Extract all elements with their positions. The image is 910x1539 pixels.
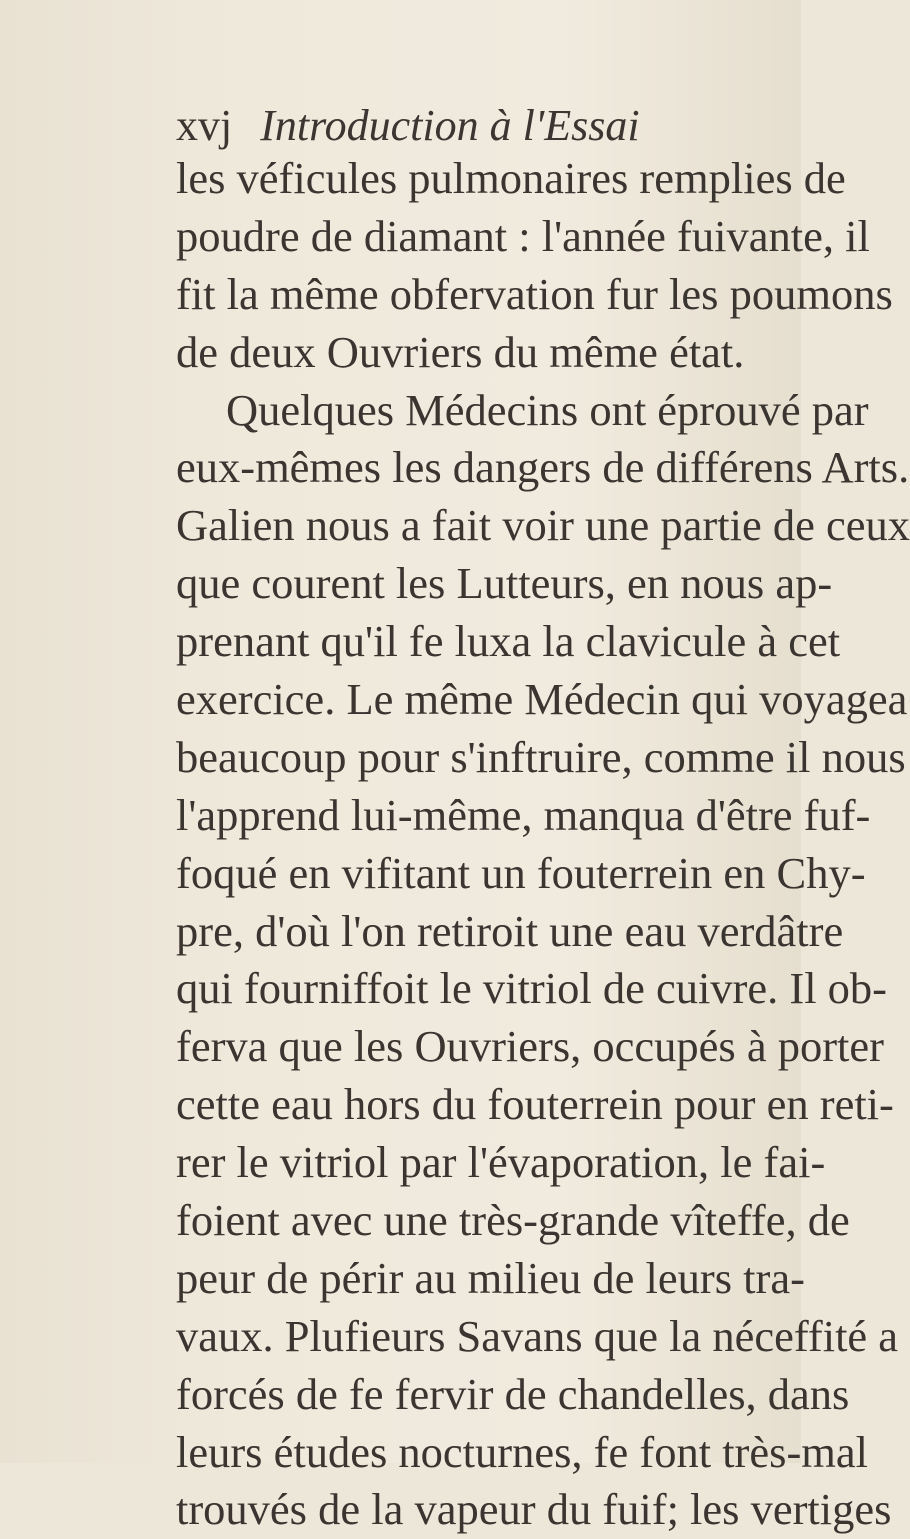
- text-line: pre, d'où l'on retiroit une eau verdâtre: [176, 905, 844, 956]
- text-line: que courent les Lutteurs, en nous ap-: [176, 558, 833, 609]
- text-line: beaucoup pour s'inftruire, comme il nous: [176, 731, 906, 782]
- text-line: forcés de fe fervir de chandelles, dans: [176, 1368, 850, 1419]
- running-title: Introduction à l'Essai: [260, 101, 640, 150]
- text-line: vaux. Plufieurs Savans que la néceffité a: [176, 1310, 899, 1361]
- text-line: peur de périr au milieu de leurs tra-: [176, 1252, 805, 1303]
- text-line: foient avec une très-grande vîteffe, de: [176, 1195, 850, 1246]
- text-line: ferva que les Ouvriers, occupés à porter: [176, 1021, 884, 1072]
- text-line: cette eau hors du fouterrein pour en reti-: [176, 1079, 894, 1130]
- text-line: Quelques Médecins ont éprouvé par: [226, 384, 869, 435]
- text-line: qui fourniffoit le vitriol de cuivre. Il ob-: [176, 963, 888, 1014]
- text-line: leurs études nocturnes, fe font très-mal: [176, 1426, 868, 1477]
- text-line: Galien nous a fait voir une partie de ceux: [176, 500, 910, 551]
- text-line: poudre de diamant : l'année fuivante, il: [176, 210, 870, 261]
- page-number: xvj: [176, 101, 233, 150]
- text-line: eux-mêmes les dangers de différens Arts.: [176, 442, 910, 493]
- text-line: trouvés de la vapeur du fuif; les vertiges: [176, 1484, 892, 1535]
- text-line: exercice. Le même Médecin qui voyagea: [176, 674, 908, 725]
- text-line: les véficules pulmonaires remplies de: [176, 153, 846, 203]
- body-text: [176, 150, 910, 1539]
- text-line: prenant qu'il fe luxa la clavicule à cet: [176, 616, 841, 667]
- text-line: foqué en vifitant un fouterrein en Chy-: [176, 847, 866, 898]
- text-line: rer le vitriol par l'évaporation, le fai-: [176, 1137, 826, 1188]
- page-header: [176, 100, 640, 151]
- text-line: fit la même obfervation fur les poumons: [176, 268, 893, 319]
- text-line: l'apprend lui-même, manqua d'être fuf-: [176, 789, 871, 840]
- text-line: de deux Ouvriers du même état.: [176, 326, 745, 377]
